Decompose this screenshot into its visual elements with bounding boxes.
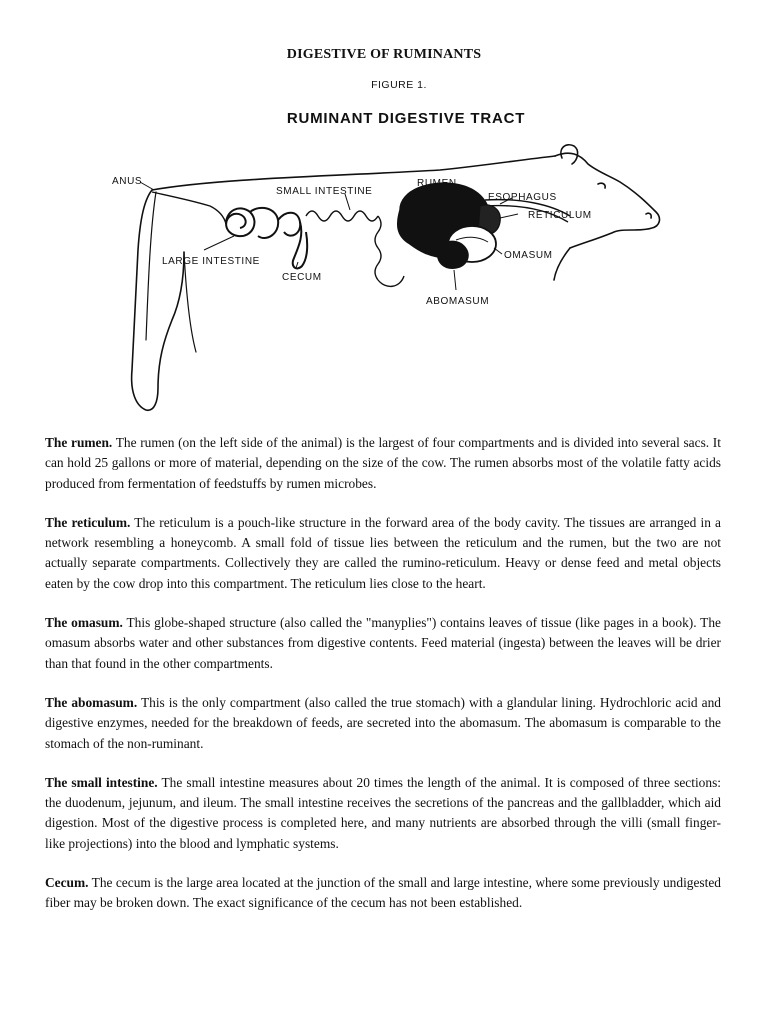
leader-cecum <box>296 262 298 268</box>
label-reticulum: RETICULUM <box>528 210 592 221</box>
section-text: This globe-shaped structure (also called the "manyplies") contains leaves of tissue (like pages in a book). The omasum absorbs water and other substances from digestive contents. Feed material (ingesta) between the leaves will be drier than that found in the other compartments. <box>45 615 721 671</box>
leader-reticulum <box>500 214 518 218</box>
section-cecum <box>45 873 721 914</box>
label-cecum: CECUM <box>282 272 322 283</box>
section-text: The small intestine measures about 20 times the length of the animal. It is composed of three sections: the duodenum, jejunum, and ileum. The small intestine receives the secretions of the pancreas and the gallbladder, which aid digestion. Most of the digestive process is completed here, and many nutrients are absorbed through the villi (small finger-like projections) into the blood and lymphatic systems. <box>45 774 721 851</box>
body-text <box>45 433 721 933</box>
ruminant-digestive-diagram <box>100 140 680 420</box>
cow-neck-outline <box>554 248 570 280</box>
label-abomasum: ABOMASUM <box>426 296 490 307</box>
cow-belly-outline <box>184 252 196 352</box>
section-small-intestine <box>45 773 721 854</box>
section-heading: The reticulum. <box>45 514 131 530</box>
cow-eye <box>598 183 605 188</box>
label-large-intestine: LARGE INTESTINE <box>162 256 260 267</box>
abomasum-shape <box>438 241 468 268</box>
leader-large-intestine <box>204 236 234 250</box>
label-esophagus: ESOPHAGUS <box>488 192 557 203</box>
section-text: The rumen (on the left side of the animal) is the largest of four compartments and is divided into several sacs. It can hold 25 gallons or more of material, depending on the size of the cow. The rumen absorbs most of the volatile fatty acids produced from fermentation of feedstuffs by rumen microbes. <box>45 435 721 491</box>
section-heading: The small intestine. <box>45 774 158 790</box>
cow-head-outline <box>555 153 659 248</box>
large-intestine-spiral <box>226 208 300 238</box>
cow-rear-leg-outline <box>132 190 184 410</box>
figure-title: RUMINANT DIGESTIVE TRACT <box>286 110 526 127</box>
section-abomasum <box>45 693 721 754</box>
section-reticulum <box>45 513 721 594</box>
document-title: DIGESTIVE OF RUMINANTS <box>286 47 482 62</box>
section-heading: The omasum. <box>45 615 123 631</box>
cow-back-outline <box>152 156 555 190</box>
section-text: The cecum is the large area located at the junction of the small and large intestine, where some previously undigested fiber may be broken down. The exact significance of the cecum has not been established. <box>45 875 721 911</box>
section-heading: The rumen. <box>45 435 113 450</box>
section-heading: Cecum. <box>45 875 89 891</box>
section-text: The reticulum is a pouch-like structure in the forward area of the body cavity. The tissues are arranged in a network resembling a honeycomb. A small fold of tissue lies between the reticulum and the rumen, but the two are not actually separate compartments. Collectively they are called the rumino-reticulum. Heavy or dense feed and metal objects eaten by the cow drop into this compartment. The reticulum lies close to the heart. <box>45 514 721 591</box>
figure-label: FIGURE 1. <box>371 79 427 91</box>
section-rumen <box>45 433 721 494</box>
section-text: This is the only compartment (also called the true stomach) with a glandular lining. Hydrochloric acid and digestive enzymes, needed for the breakdown of feeds, are secreted into the abomasum. The abomasum is comparable to the stomach of the non-ruminant. <box>45 694 721 751</box>
label-rumen: RUMEN <box>417 178 457 189</box>
section-heading: The abomasum. <box>45 694 138 710</box>
leader-abomasum <box>454 270 456 290</box>
label-small-intestine: SMALL INTESTINE <box>276 186 373 197</box>
section-omasum <box>45 613 721 674</box>
cow-nostril <box>646 213 651 218</box>
label-anus: ANUS <box>112 176 143 187</box>
label-omasum: OMASUM <box>504 250 553 261</box>
cow-tail <box>146 192 156 340</box>
rectum-path <box>152 192 226 224</box>
